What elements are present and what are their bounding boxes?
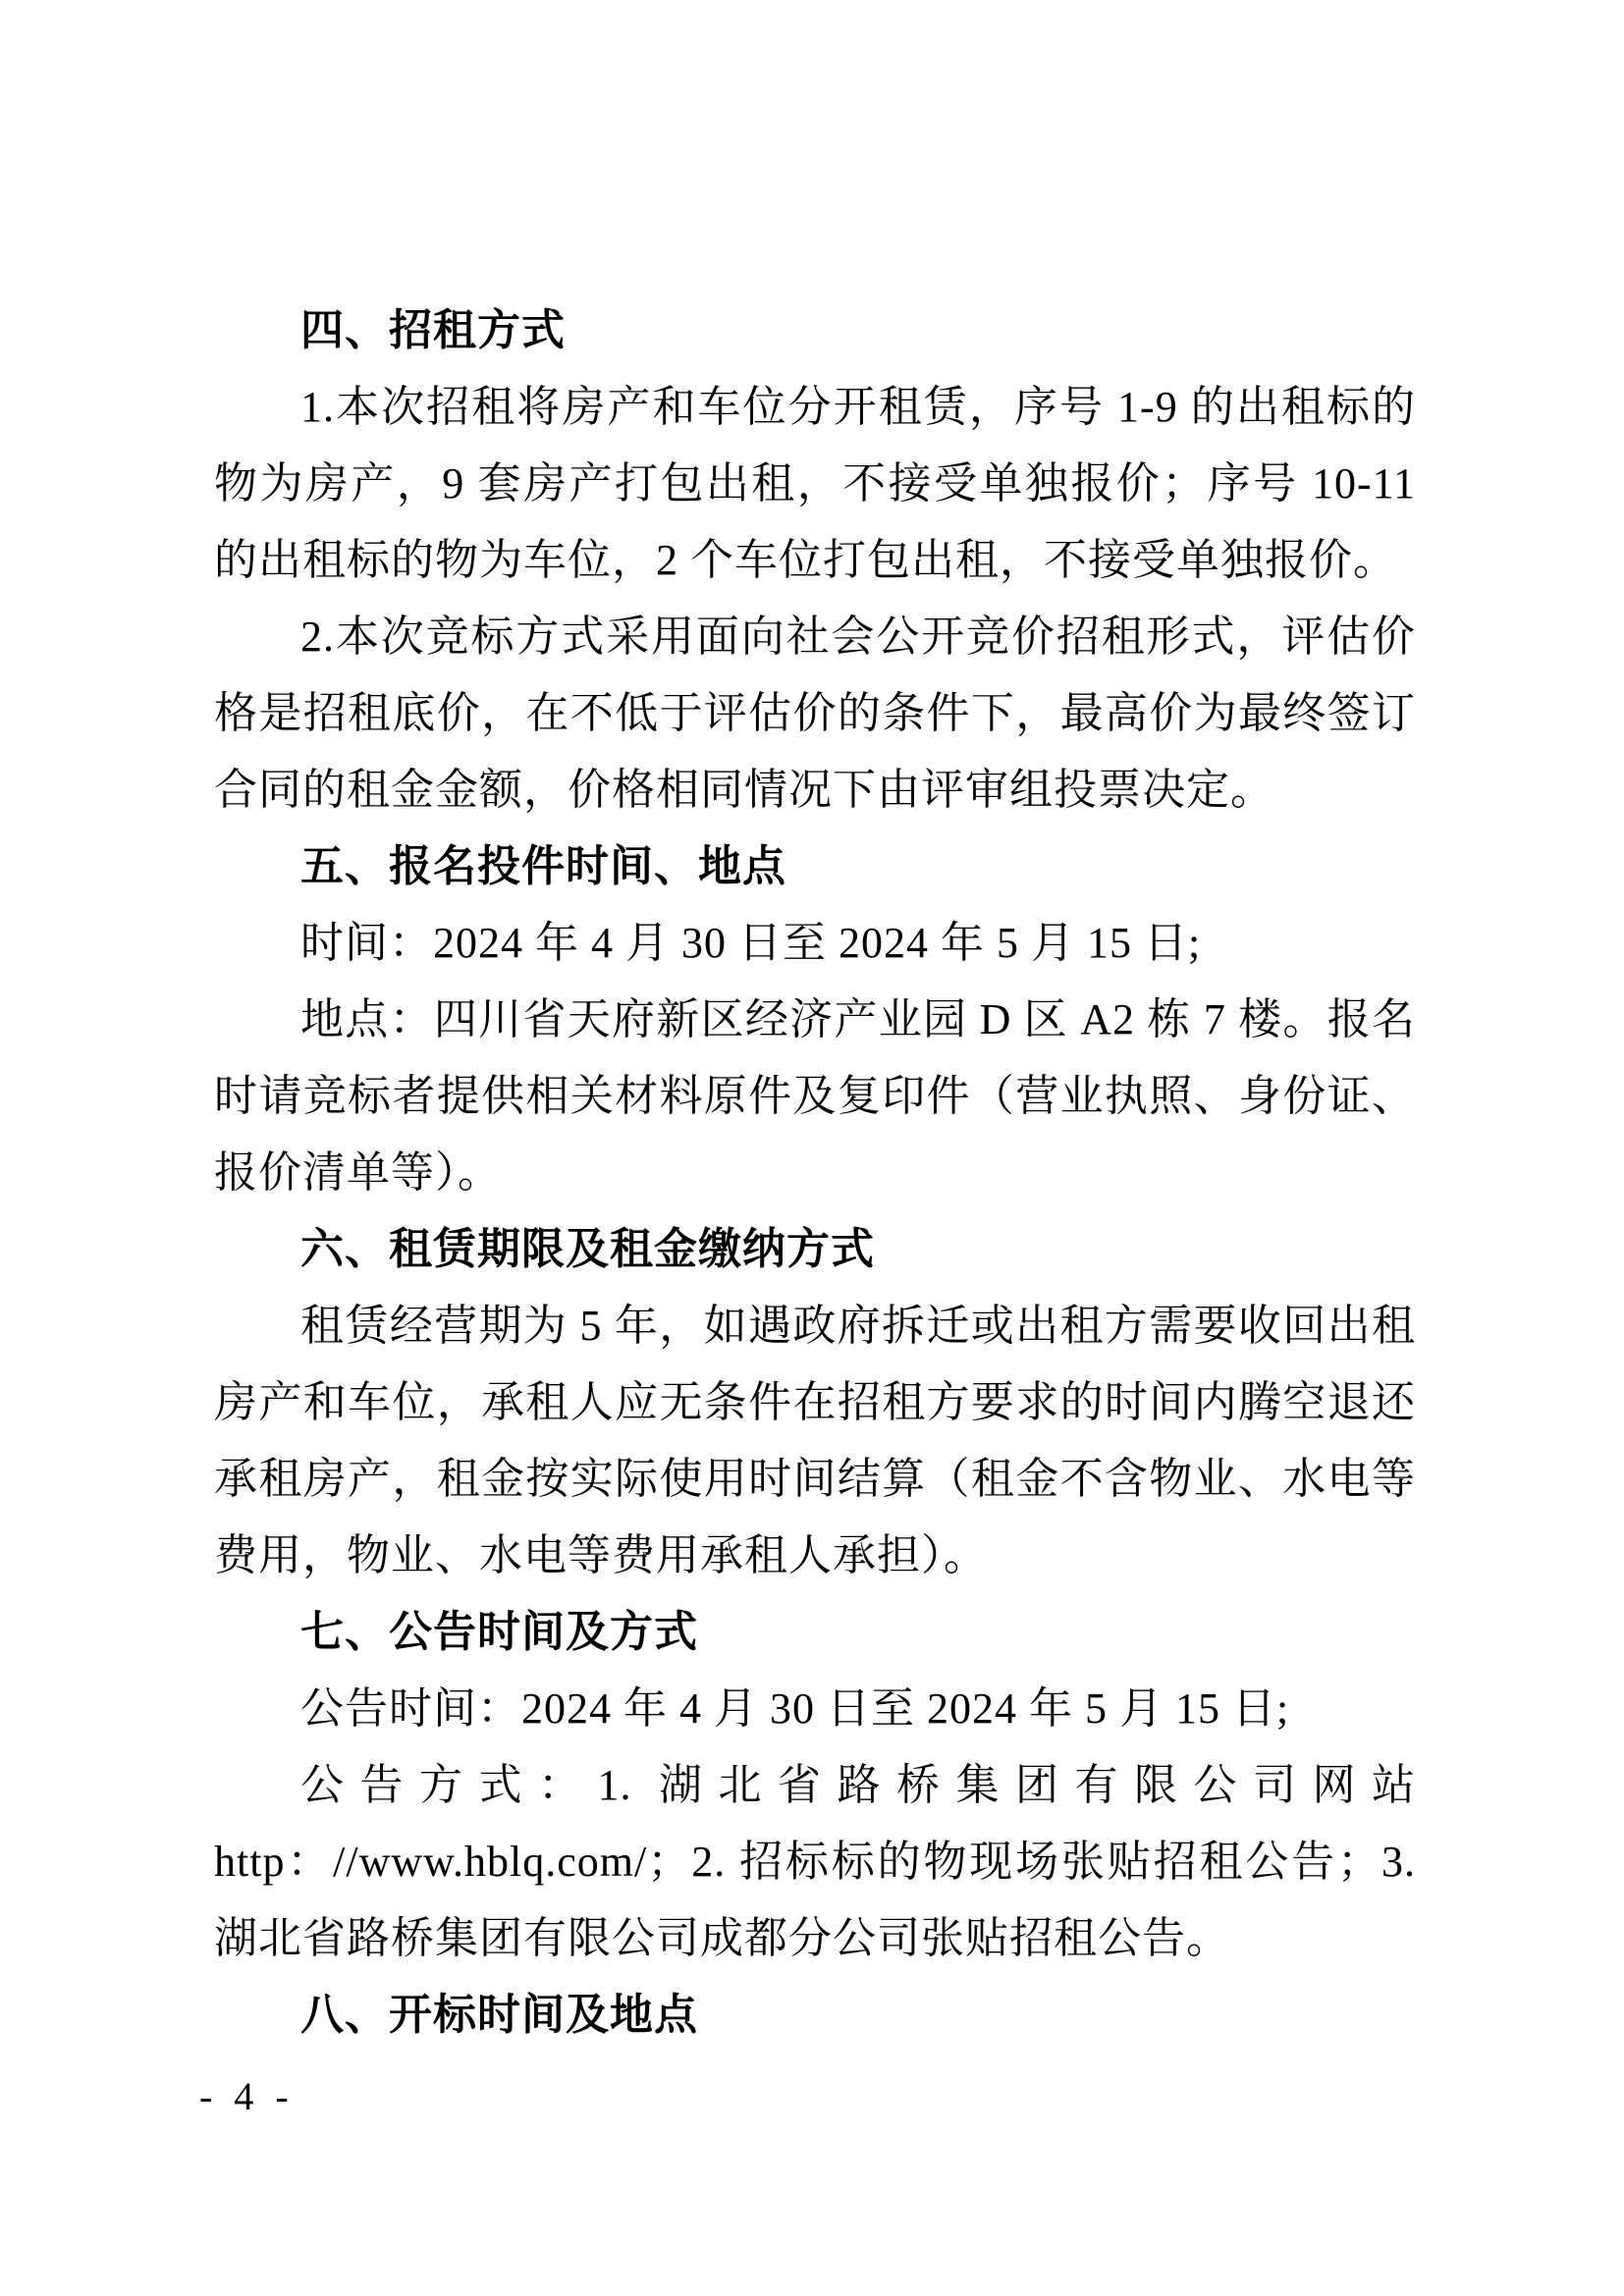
- section-heading-lease-term-payment: 六、租赁期限及租金缴纳方式: [300, 1225, 875, 1273]
- paragraph: 公告方式：1. 湖北省路桥集团有限公司网站 http：//www.hblq.com/；2. 招标标的物现场张贴招租公告；3. 湖北省路桥集团有限公司成都分公司张贴招租公告。: [214, 1761, 1416, 1962]
- section-heading-bid-opening-time-place: 八、开标时间及地点: [300, 1991, 698, 2039]
- section-heading-registration-time-place: 五、报名投件时间、地点: [300, 842, 786, 890]
- paragraph: 时间：2024 年 4 月 30 日至 2024 年 5 月 15 日;: [300, 919, 1202, 967]
- document-content: [214, 293, 1416, 2054]
- page-number: - 4 -: [199, 2074, 295, 2118]
- paragraph: 1.本次招租将房产和车位分开租赁，序号 1-9 的出租标的物为房产，9 套房产打包出租，不接受单独报价；序号 10-11 的出租标的物为车位，2 个车位打包出租，不接受单独报价。: [214, 383, 1416, 584]
- section-heading-announcement-time-method: 七、公告时间及方式: [300, 1608, 698, 1656]
- paragraph: 地点：四川省天府新区经济产业园 D 区 A2 栋 7 楼。报名时请竞标者提供相关材料原件及复印件（营业执照、身份证、报价清单等）。: [214, 995, 1416, 1197]
- paragraph: 公告时间：2024 年 4 月 30 日至 2024 年 5 月 15 日;: [300, 1684, 1290, 1733]
- paragraph: 2.本次竞标方式采用面向社会公开竞价招租形式，评估价格是招租底价，在不低于评估价的条件下，最高价为最终签订合同的租金金额，价格相同情况下由评审组投票决定。: [214, 613, 1416, 814]
- section-heading-rental-method: 四、招租方式: [300, 306, 566, 354]
- paragraph: 租赁经营期为 5 年，如遇政府拆迁或出租方需要收回出租房产和车位，承租人应无条件在招租方要求的时间内腾空退还承租房产，租金按实际使用时间结算（租金不含物业、水电等费用，物业、水电等费用承租人承担）。: [214, 1302, 1416, 1579]
